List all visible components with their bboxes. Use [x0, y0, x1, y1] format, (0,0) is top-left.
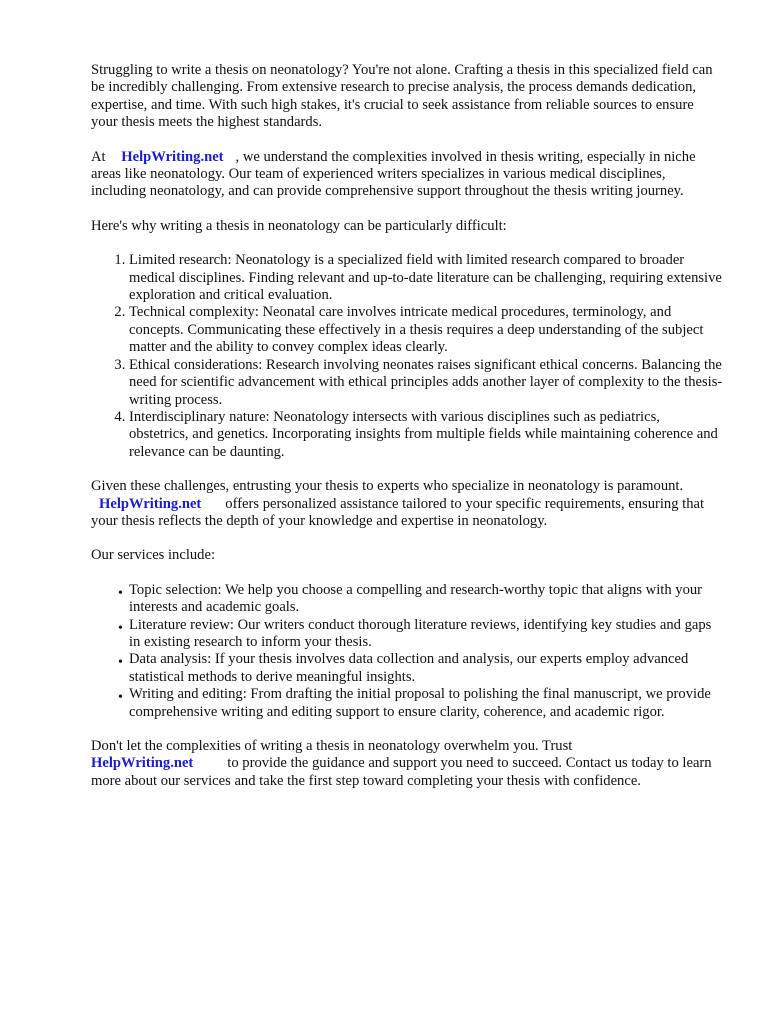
list-item: [118, 616, 723, 652]
list-item: [118, 651, 723, 686]
bullet-icon: •: [118, 585, 123, 601]
list-item: [118, 581, 723, 617]
list-item: 4. Interdisciplinary nature: Neonatology intersects with various disciplines such as pediatrics, obstetrics, and genetics. Incorporating insights from multiple fields while maintaining coherence and relevance can be daunting.: [129, 409, 723, 461]
at-prefix: At: [91, 148, 106, 165]
closing-prefix: Don't let the complexities of writing a thesis in neonatology overwhelm you. Trust: [91, 738, 573, 754]
bullet-icon: •: [118, 690, 123, 706]
helpwriting-link-3[interactable]: HelpWriting.net: [91, 755, 194, 772]
list-item: [118, 686, 723, 721]
helpwriting-link-1[interactable]: HelpWriting.net: [121, 148, 224, 165]
difficulties-list: [91, 252, 723, 461]
given-prefix: Given these challenges, entrusting your thesis to experts who specialize in neonatology is paramount.: [91, 478, 684, 495]
service-text: Literature review: Our writers conduct thorough literature reviews, identifying key studies and gaps in existing research to inform your thesis.: [129, 616, 712, 650]
list-item: 2. Technical complexity: Neonatal care involves intricate medical procedures, terminology, and concepts. Communicating these effectively in a thesis requires a deep understanding of the subject matter and the ability to convey complex ideas clearly.: [129, 304, 723, 356]
closing-paragraph: [91, 738, 723, 790]
document-body: [91, 62, 723, 807]
given-paragraph: [91, 478, 723, 530]
list-item: 3. Ethical considerations: Research involving neonates raises significant ethical concerns. Balancing the need for scientific advancement with ethical principles adds another layer of complexity to the thesis-writing process.: [129, 357, 723, 409]
service-text: Topic selection: We help you choose a compelling and research-worthy topic that aligns with your interests and academic goals.: [129, 581, 703, 616]
list-item: 1. Limited research: Neonatology is a specialized field with limited research compared to broader medical disciplines. Finding relevant and up-to-date literature can be challenging, requiring extensive exploration and critical evaluation.: [129, 252, 723, 304]
bullet-icon: •: [118, 620, 123, 636]
closing-rest: to provide the guidance and support you need to succeed. Contact us today to learn more about our services and take the first step toward completing your thesis with confidence.: [91, 755, 712, 789]
bullet-icon: •: [118, 655, 123, 671]
services-intro: Our services include:: [91, 547, 216, 564]
why-intro: Here's why writing a thesis in neonatology can be particularly difficult:: [91, 217, 507, 234]
at-paragraph: [91, 149, 723, 201]
services-list: [91, 582, 723, 721]
helpwriting-link-2[interactable]: HelpWriting.net: [99, 495, 202, 512]
intro-paragraph: Struggling to write a thesis on neonatology? You're not alone. Crafting a thesis in this specialized field can be incredibly challenging. From extensive research to precise analysis, the process demands dedication, expertise, and time. With such high stakes, it's crucial to seek assistance from reliable sources to ensure your thesis meets the highest standards.: [91, 62, 713, 131]
given-rest: offers personalized assistance tailored to your specific requirements, ensuring that your thesis reflects the depth of your knowledge and expertise in neonatology.: [91, 495, 705, 529]
at-rest: , we understand the complexities involved in thesis writing, especially in niche areas like neonatology. Our team of experienced writers specializes in various medical disciplines, including neonatology, and can provide comprehensive support throughout the thesis writing journey.: [91, 148, 696, 200]
service-text: Data analysis: If your thesis involves data collection and analysis, our experts employ advanced statistical methods to derive meaningful insights.: [129, 651, 689, 685]
service-text: Writing and editing: From drafting the initial proposal to polishing the final manuscript, we provide comprehensive writing and editing support to ensure clarity, coherence, and academic rigor.: [129, 686, 711, 720]
